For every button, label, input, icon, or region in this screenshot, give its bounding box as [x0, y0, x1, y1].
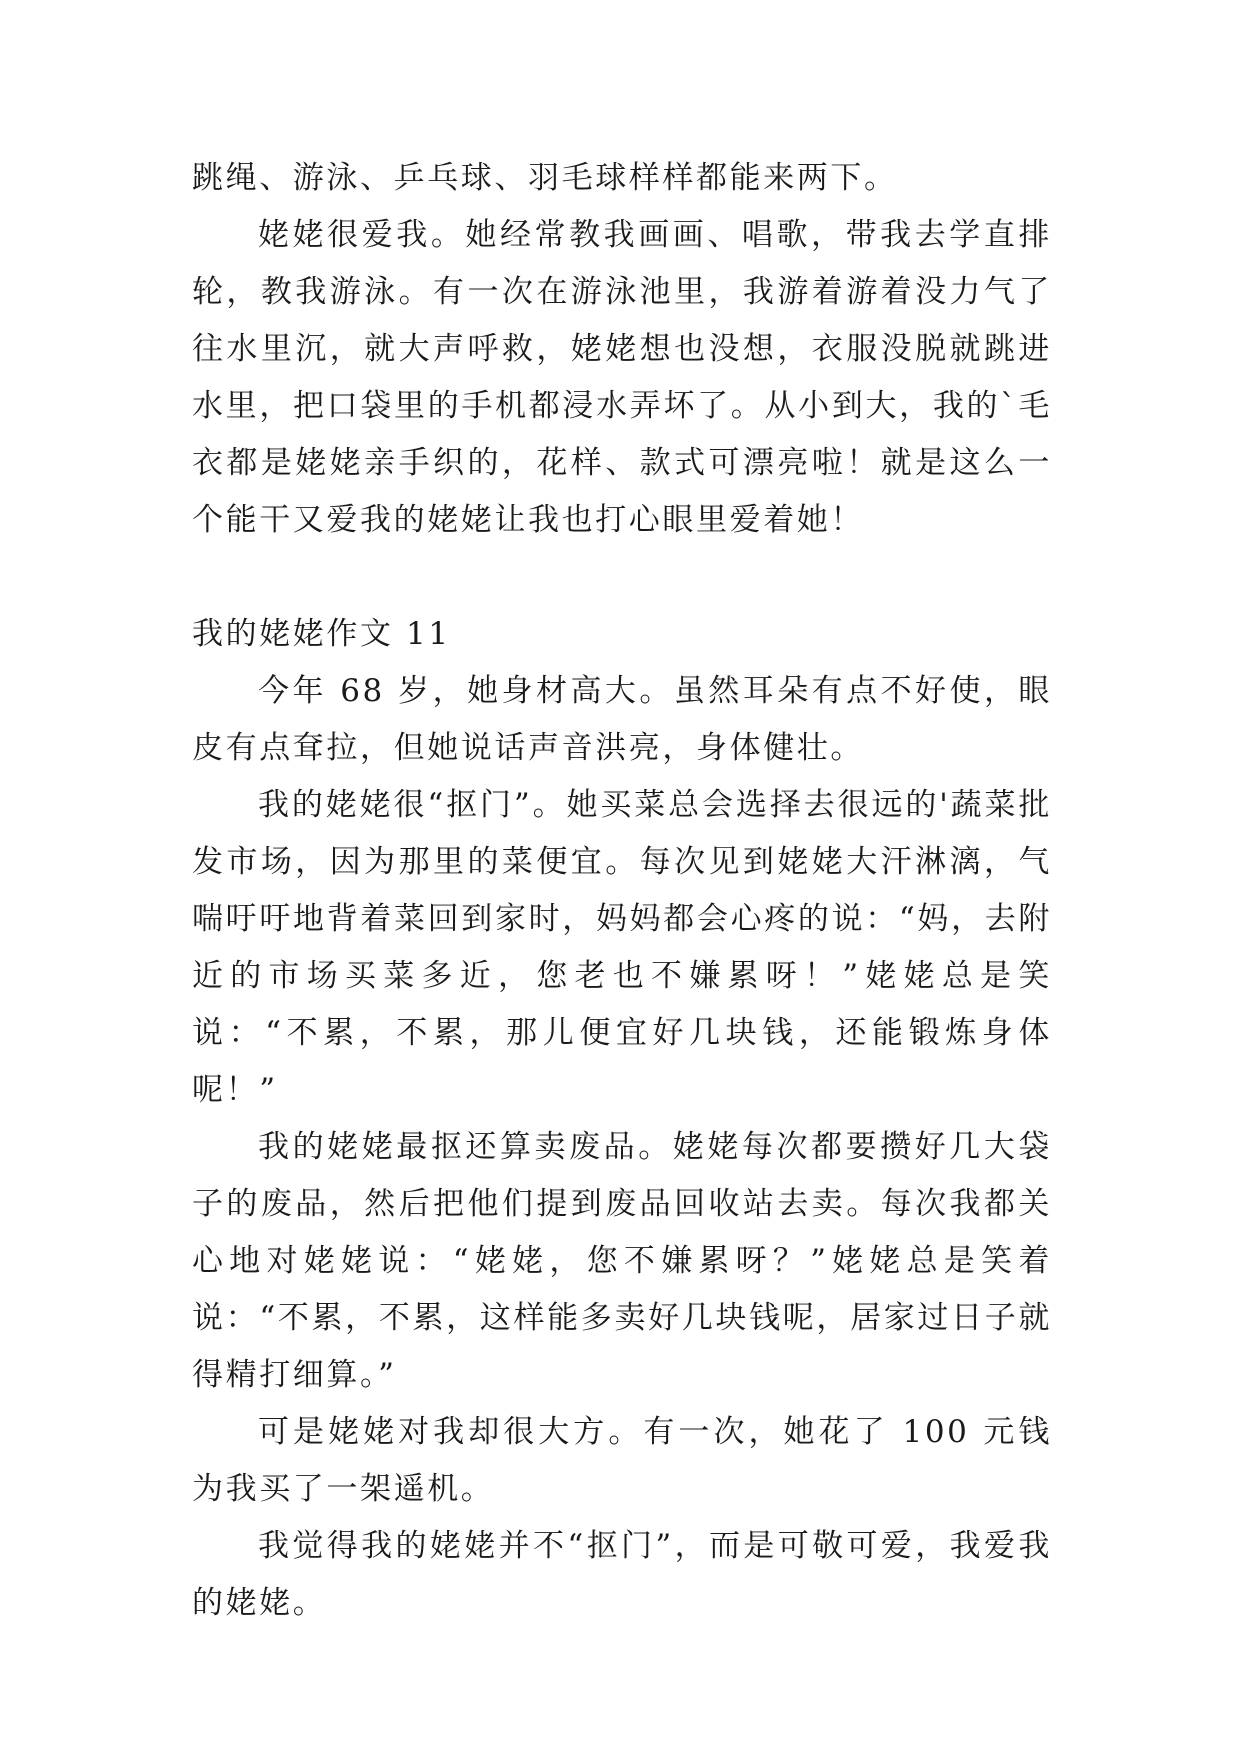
paragraph: 今年 68 岁，她身材高大。虽然耳朵有点不好使，眼皮有点耷拉，但她说话声音洪亮，身体健壮。	[192, 673, 1052, 766]
paragraph: 可是姥姥对我却很大方。有一次，她花了 100 元钱为我买了一架遥机。	[192, 1414, 1052, 1507]
paragraph: 姥姥很爱我。她经常教我画画、唱歌，带我去学直排轮，教我游泳。有一次在游泳池里，我游着游着没力气了往水里沉，就大声呼救，姥姥想也没想，衣服没脱就跳进水里，把口袋里的手机都浸水弄坏了。从小到大，我的`毛衣都是姥姥亲手织的，花样、款式可漂亮啦！就是这么一个能干又爱我的姥姥让我也打心眼里爱着她！	[192, 217, 1052, 538]
paragraph: 跳绳、游泳、乒乓球、羽毛球样样都能来两下。	[192, 160, 898, 196]
document-body	[192, 150, 1052, 1632]
section-title: 我的姥姥作文 11	[192, 616, 451, 652]
paragraph: 我的姥姥很“抠门”。她买菜总会选择去很远的'蔬菜批发市场，因为那里的菜便宜。每次见到姥姥大汗淋漓，气喘吁吁地背着菜回到家时，妈妈都会心疼的说：“妈，去附近的市场买菜多近，您老也不嫌累呀！”姥姥总是笑说：“不累，不累，那儿便宜好几块钱，还能锻炼身体呢！”	[192, 787, 1052, 1108]
paragraph: 我觉得我的姥姥并不“抠门”，而是可敬可爱，我爱我的姥姥。	[192, 1528, 1052, 1621]
paragraph: 我的姥姥最抠还算卖废品。姥姥每次都要攒好几大袋子的废品，然后把他们提到废品回收站去卖。每次我都关心地对姥姥说：“姥姥，您不嫌累呀？”姥姥总是笑着说：“不累，不累，这样能多卖好几块钱呢，居家过日子就得精打细算。”	[192, 1129, 1052, 1393]
